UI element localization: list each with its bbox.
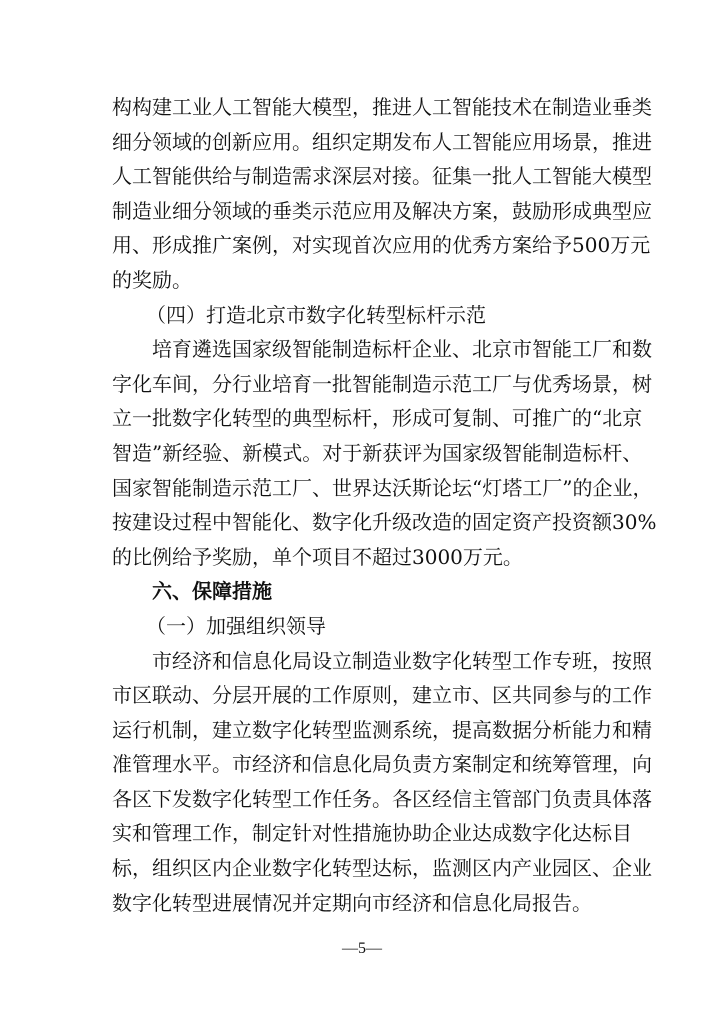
body-line-3: 人 工 智 能 供 给 与 制 造 需 求 深 层 对 接 。 征 集 一 批 人 工 智 能 大 模 型: [112, 164, 652, 189]
body-line-12: 国 家 智 能 制 造 示 范 工 厂 、 世 界 达 沃 斯 论 坛 “ 灯 塔 工 厂 ” 的 企 业 ，: [112, 475, 653, 500]
body-line-10: 立 一 批 数 字 化 转 型 的 典 型 标 杆 ， 形 成 可 复 制 、 可 推 广 的 “ 北 京: [112, 406, 643, 431]
body-line-19: 运 行 机 制 ， 建 立 数 字 化 转 型 监 测 系 统 ， 提 高 数 据 分 析 能 力 和 精: [112, 717, 652, 742]
body-line-20: 准 管 理 水 平 。 市 经 济 和 信 息 化 局 负 责 方 案 制 定 和 统 筹 管 理 ， 向: [112, 752, 652, 777]
body-line-2: 细 分 领 域 的 创 新 应 用 。 组 织 定 期 发 布 人 工 智 能 应 用 场 景 ， 推 进: [112, 129, 652, 154]
body-line-5: 用 、 形 成 推 广 案 例 ， 对 实 现 首 次 应 用 的 优 秀 方 案 给 予 500 万 元: [112, 233, 651, 258]
body-line-17: 市 经 济 和 信 息 化 局 设 立 制 造 业 数 字 化 转 型 工 作 专 班 ， 按 照: [152, 648, 652, 673]
body-line-24: 数字化转型进展情况并定期向市经济和信息化局报告。: [112, 890, 592, 915]
body-line-4: 制 造 业 细 分 领 域 的 垂 类 示 范 应 用 及 解 决 方 案 ， 鼓 励 形 成 典 型 应: [112, 198, 652, 223]
section-heading-six: 六、保障措施: [152, 579, 272, 604]
body-line-22: 实 和 管 理 工 作 ， 制 定 针 对 性 措 施 协 助 企 业 达 成 数 字 化 达 标 目: [112, 821, 632, 846]
subheading-four: （四）打造北京市数字化转型标杆示范: [146, 302, 486, 327]
document-body: [112, 90, 657, 920]
body-line-6: 的奖励。: [112, 267, 192, 292]
body-line-8: 培 育 遴 选 国 家 级 智 能 制 造 标 杆 企 业 、 北 京 市 智 能 工 厂 和 数: [152, 337, 652, 362]
body-line-14: 的比例给予奖励，单个项目不超过3000万元。: [112, 544, 523, 569]
body-line-18: 市 区 联 动 、 分 层 开 展 的 工 作 原 则 ， 建 立 市 、 区 共 同 参 与 的 工 作: [112, 683, 652, 708]
body-line-23: 标 ， 组 织 区 内 企 业 数 字 化 转 型 达 标 ， 监 测 区 内 产 业 园 区 、 企 业: [112, 856, 652, 881]
body-line-11: 智 造 ” 新 经 验 、 新 模 式 。 对 于 新 获 评 为 国 家 级 智 能 制 造 标 杆 、: [112, 440, 643, 465]
body-line-13: 按 建 设 过 程 中 智 能 化 、 数 字 化 升 级 改 造 的 固 定 资 产 投 资 额 30%: [112, 510, 657, 535]
subheading-one: （一）加强组织领导: [146, 613, 326, 638]
body-line-21: 各 区 下 发 数 字 化 转 型 工 作 任 务 。 各 区 经 信 主 管 部 门 负 责 具 体 落: [112, 786, 652, 811]
page-number: —5—: [342, 940, 382, 957]
body-line-1: 构 构 建 工 业 人 工 智 能 大 模 型 ， 推 进 人 工 智 能 技 术 在 制 造 业 垂 类: [112, 95, 652, 119]
body-line-9: 字 化 车 间 ， 分 行 业 培 育 一 批 智 能 制 造 示 范 工 厂 与 优 秀 场 景 ， 树: [112, 371, 652, 396]
